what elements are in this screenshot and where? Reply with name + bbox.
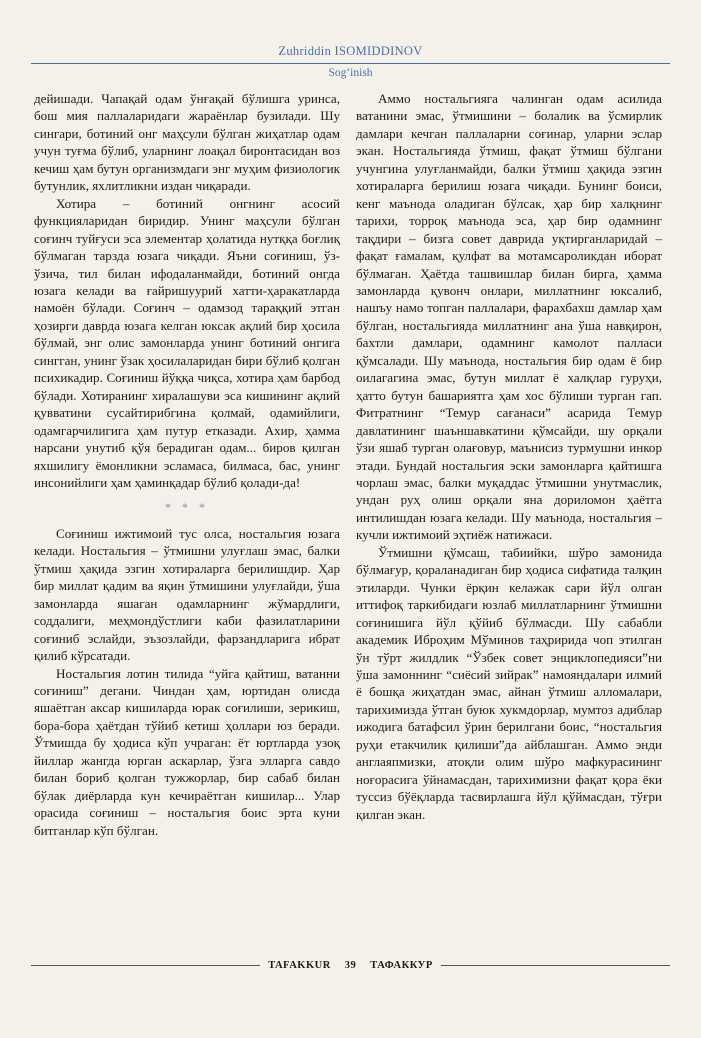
left-paragraph-4: Ностальгия лотин тилида “уйга қайтиш, ватанни соғиниш” дегани. Чиндан ҳам, юртидан олисда яшаётган аксар кишиларда юрак соғилиши, зерикиш, бора-бора ҳаётдан тўйиб кетиш ҳоллари юз беради. Ўтмишда бу ҳодиса кўп учраган: ёт юртларда узоқ йиллар жангда юрган аскарлар, ўзга элларга савдо билан бориб қолган тужжорлар, бир сабаб билан бўлак диёрларда кун кечираётган кишилар... Улар орасида соғиниш – ностальгия боис эрта куни битганлар кўп бўлган. [34,665,340,838]
page-footer [31,958,670,972]
running-header [0,44,701,59]
left-paragraph-2: Хотира – ботиний онгнинг асосий функцияларидан биридир. Унинг маҳсули бўлган соғинч туйғуси эса элементар ҳолатида нутққа боғлиқ бўлмаган тарзда юзага чиқади. Яъни соғиниш, ўз-ўзича, тил билан ифодаланмайди, ботиний онгда юзага келади ва ғайришуурий хатти-ҳаракатларда намоён бўлади. Соғинч – одамзод тараққий этган ҳозирги даврда юзага келган юксак ақлий бир ҳосила бўлмай, энг олис замонларда унинг ботиний онгига сингган, унинг ўзак ҳосилаларидан бири бўлиб қолган психикадир. Соғиниш йўққа чиқса, хотира ҳам барбод бўлади. Хотиранинг хиралашуви эса кишининг ақлий қувватини сусайтирибгина қолмай, одамийлиги, одамгарчилигига ҳам путур етказади. Ахир, ҳамма нарсани унутиб қўя берадиган одам... биров қилган яхшилигу ёмонликни эсламаса, билмаса, бас, унинг инсонийлиги ҳам ҳаминқадар бўлиб қолади-да! [34,195,340,490]
left-column [34,90,340,839]
right-paragraph-1: Аммо ностальгияга чалинган одам асилида ватанини эмас, ўтмишини – болалик ва ўсмирлик дамлари кечган паллаларни соғинар, уларни эслар экан. Ностальгияда ўтмиш, фақат ўтмиш бўлгани учунгина улуғланмайди, балки ўтмиш ҳақида эзгин хотираларга берилиш юзага чиқади. Бунинг боиси, кенг маънода оладиган бўлсак, ҳар бир халқнинг тарихи, торроқ маънода эса, ҳар бир одамнинг тақдири – бизга совет даврида уқтирганларидай – фақат ғамалам, қулфат ва мотамсароликдан иборат бўлмаган. Ҳаётда ташвишлар билан бирга, ҳамма замонларда қувонч онлари, миллатнинг юксалиб, нашъу намо топган паллалари, фарахбахш дамлар ҳам бўлган, ностальгияда миллатнинг ана ўша навқирон, бахтли дамлари, одамнинг камолот палласи қўмсалади. Шу маънода, ностальгия бир одам ё бир оилагагина эмас, бутун миллат ё халқлар гуруҳи, ҳатто бутун башариятга ҳам хос бўлиши турган гап. Фитратнинг “Темур сағанаси” асарида Темур давлатининг шаъншавкатини қўмсайди, шу орқали ўзи яшаб турган олағовур, маънисиз турмушни инкор этади. Бундай ностальгия эски замонларга қайтишга чорлаш эмас, балки муқаддас ўтмишни унутмаслик, ундан руҳ олиш орқали яна дориломон ҳаётга интилишдан юзага келади. Шу маънода, ностальгия – кучли ижтимоий эҳтиёж натижаси. [356,91,662,543]
page-number: 39 [344,959,357,971]
right-paragraph-2: Ўтмишни қўмсаш, табиийки, шўро замонида бўлмағур, қораланадиган бир ҳодиса сифатида талқин этиларди. Чунки ёрқин келажак сари йўл олган иттифоқ таркибидаги юзлаб миллатларнинг ўтмишни соғинишига йўл қўйиб бўлмасди. Шу сабабли академик Иброҳим Мўминов таҳририда чоп этилган ўн тўрт жилдлик “Ўзбек совет энциклопедияси”ни ўша замоннинг “сиёсий зийрак” намояндалари илмий ё бошқа жиҳатдан эмас, айнан ўтмиш алломалари, тарихимизда ўтган буюк хукмдорлар, мумтоз адиблар ижодига батафсил ўрин берилгани боис, “ностальгия руҳи етакчилик қилиши”да айблашган. Аммо энди англаяпмизки, атоқли олим шўро мафкурасининг ноғорасига ўйнамасдан, тарихимизни фақат қора ёки туссиз бўёқларда тасвирлашга йўл қўймасдан, тўғри қилган экан. [356,544,662,822]
footer-journal-latin: TAFAKKUR [268,959,331,971]
left-paragraph-1: дейишади. Чапақай одам ўнғақай бўлишга уринса, бош мия паллаларидаги жараёнлар бузилади. Шу сингари, ботиний онг маҳсули бўлган жиҳатлар одам учун туғма бўлиб, уларнинг лоақал биронтасидан воз кечиш ҳам бутун организмдаги энг муҳим физиологик бутунлик, яхлитликни издан чиқаради. [34,91,340,194]
footer-rule-right [441,965,670,966]
author-name: Zuhriddin ISOMIDDINOV [278,44,423,58]
footer-rule-left [31,965,260,966]
section-separator: * * * [165,500,209,515]
header-rule [31,63,670,64]
right-column [356,90,662,823]
article-subtitle: Sog‘inish [328,67,373,79]
footer-journal-cyrillic: ТАФАККУР [370,959,433,971]
left-paragraph-3: Соғиниш ижтимоий тус олса, ностальгия юзага келади. Ностальгия – ўтмишни улуғлаш эмас, балки ўтмиш ҳақида эзгин хотираларга берилишдир. Ҳар бир миллат қадим ва яқин ўтмишини улуғлайди, ўша замонларда яшаган одамларнинг жўмардлиги, соддалиги, меҳмондўстлиги каби фазилатларини соғиниб эслайди, эъзозлайди, фарзандларига ибрат қилиб кўрсатади. [34,525,340,664]
